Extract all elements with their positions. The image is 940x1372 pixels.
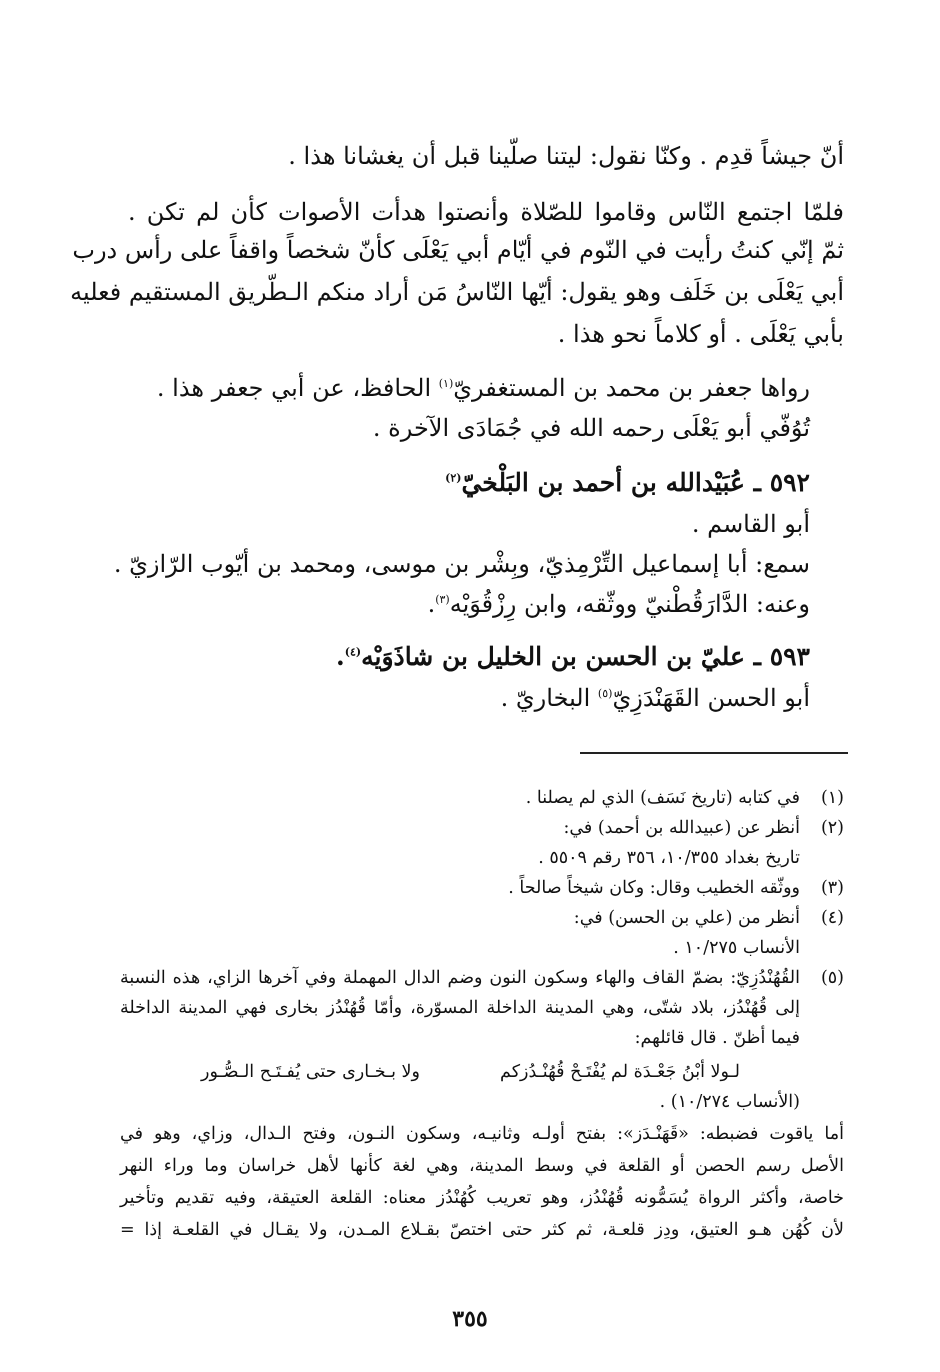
text-span: وعنه: الدَّارَقُطْنيّ ووثّقه، وابن رِزْقُوَيْه bbox=[449, 590, 810, 618]
page-number: ٣٥٥ bbox=[452, 1306, 488, 1332]
text-line: فلمّا اجتمع النّاس وقاموا للصّلاة وأنصتوا هدأت الأصوات كأن لم تكن . bbox=[128, 198, 844, 226]
text-line: أبي يَعْلَى بن خَلَف وهو يقول: أيّها النّاسُ مَن أراد منكم الـطّريق المستقيم فعليه bbox=[70, 278, 844, 306]
footnote-text: القُهُنْدُزِيّ: بضمّ القاف والهاء وسكون النون وضم الدال المهملة وفي آخرها الزاي، هذه النسبة bbox=[120, 968, 800, 988]
entry-heading-593 bbox=[336, 644, 810, 669]
heading-text: ٥٩٣ ـ عليّ بن الحسن بن الخليل بن شاذَوَيْه bbox=[361, 642, 810, 671]
verse-hemistich-second: ولا بـخـارى حتى يُفـتَـح الـصُّـور bbox=[201, 1062, 420, 1082]
entry-heading-592 bbox=[445, 470, 810, 495]
footnote-text: أما ياقوت فضبطه: «قَهَنْـدَز»: بفتح أولـه وثانيـه، وسكون النـون، وفتح الـدال، وزاي، وهو في bbox=[120, 1124, 844, 1144]
text-line: تُوُفّي أبو يَعْلَى رحمه الله في جُمَادَى الآخرة . bbox=[372, 414, 810, 442]
heading-text: ٥٩٢ ـ عُبَيْدالله بن أحمد بن البَلْخيّ bbox=[461, 468, 810, 497]
footnote-text: فيما أظنّ . قال قائلهم: bbox=[634, 1028, 800, 1048]
footnote-number: (٤) bbox=[820, 908, 844, 928]
text-line: أبو القاسم . bbox=[691, 510, 810, 538]
footnote-text: ووثّقه الخطيب وقال: وكان شيخاً صالحاً . bbox=[508, 878, 800, 898]
heading-text: . bbox=[336, 642, 345, 671]
verse-hemistich-first: لـولا أبْنُ جَعْـدَة لم يُفْتَـحْ قُهُنْـدُزكم bbox=[500, 1062, 740, 1082]
text-span: . bbox=[427, 590, 436, 618]
text-line bbox=[428, 592, 810, 616]
footnote-text: تاريخ بغداد ١٠/٣٥٥، ٣٥٦ رقم ٥٥٠٩ . bbox=[538, 848, 800, 868]
text-line bbox=[501, 686, 810, 710]
text-line bbox=[157, 376, 810, 400]
text-line: أنّ جيشاً قدِم . وكنّا نقول: ليتنا صلّينا قبل أن يغشانا هذا . bbox=[288, 142, 844, 170]
footnote-text: أنظر عن (عبيدالله بن أحمد) في: bbox=[563, 818, 800, 838]
footnote-ref: (٢) bbox=[445, 471, 462, 485]
text-line: سمع: أبا إسماعيل التِّرْمِذيّ، وبِشْر بن موسى، ومحمد بن أيّوب الرّازيّ . bbox=[113, 550, 810, 578]
footnote-ref: (٤) bbox=[344, 645, 362, 659]
footnote-divider bbox=[580, 752, 848, 754]
text-span: الحافظ، عن أبي جعفر هذا . bbox=[156, 374, 439, 402]
footnote-number: (٥) bbox=[820, 968, 844, 988]
text-span: البخاريّ . bbox=[500, 684, 598, 712]
footnote-text: لأن كُهُن هـو العتيق، ودِز قلعـة، ثم كثر حتى اختصّ بقـلاع المـدن، ولا يقـال في القلعـة إذا = bbox=[120, 1220, 844, 1240]
footnote-text: الأنساب ١٠/٢٧٥ . bbox=[673, 938, 800, 958]
footnote-text: أنظر من (علي بن الحسن) في: bbox=[573, 908, 800, 928]
footnote-text: إلى قُهُنْدُز، بلاد شتّى، وهي المدينة الداخلة المسوّرة، وأمّا قُهُنْدُز بخارى فهي المدينة الداخلة bbox=[120, 998, 800, 1018]
footnote-text: (الأنساب ١٠/٢٧٤) . bbox=[659, 1092, 800, 1112]
text-span: رواها جعفر بن محمد بن المستغفريّ bbox=[453, 374, 810, 402]
footnote-ref: (٥) bbox=[597, 687, 613, 700]
footnote-number: (٢) bbox=[820, 818, 844, 838]
text-line: بأبي يَعْلَى . أو كلاماً نحو هذا . bbox=[557, 320, 844, 348]
footnote-text: خاصة، وأكثر الرواة يُسَمُّونه قُهُنْدُز، وهو تعريب كُهُنْدُز معناه: القلعة العتيقة، وفيه تقديم وتأخير bbox=[120, 1188, 844, 1208]
text-span: أبو الحسن القَهَنْدَزِيّ bbox=[612, 684, 810, 712]
footnote-number: (١) bbox=[820, 788, 844, 808]
footnote-text: الأصل رسم الحصن أو القلعة في وسط المدينة، وهي لغة كأنها لأهل خراسان وما وراء النهر bbox=[120, 1156, 844, 1176]
footnote-ref: (١) bbox=[438, 377, 454, 390]
footnote-text: في كتابه (تاريخ نَسَف) الذي لم يصلنا . bbox=[525, 788, 800, 808]
text-line: ثمّ إنّي كنتُ رأيت في النّوم في أيّام أبي يَعْلَى كأنّ شخصاً واقفاً على رأس درب bbox=[72, 236, 844, 264]
footnote-ref: (٣) bbox=[435, 593, 450, 606]
footnote-number: (٣) bbox=[820, 878, 844, 898]
